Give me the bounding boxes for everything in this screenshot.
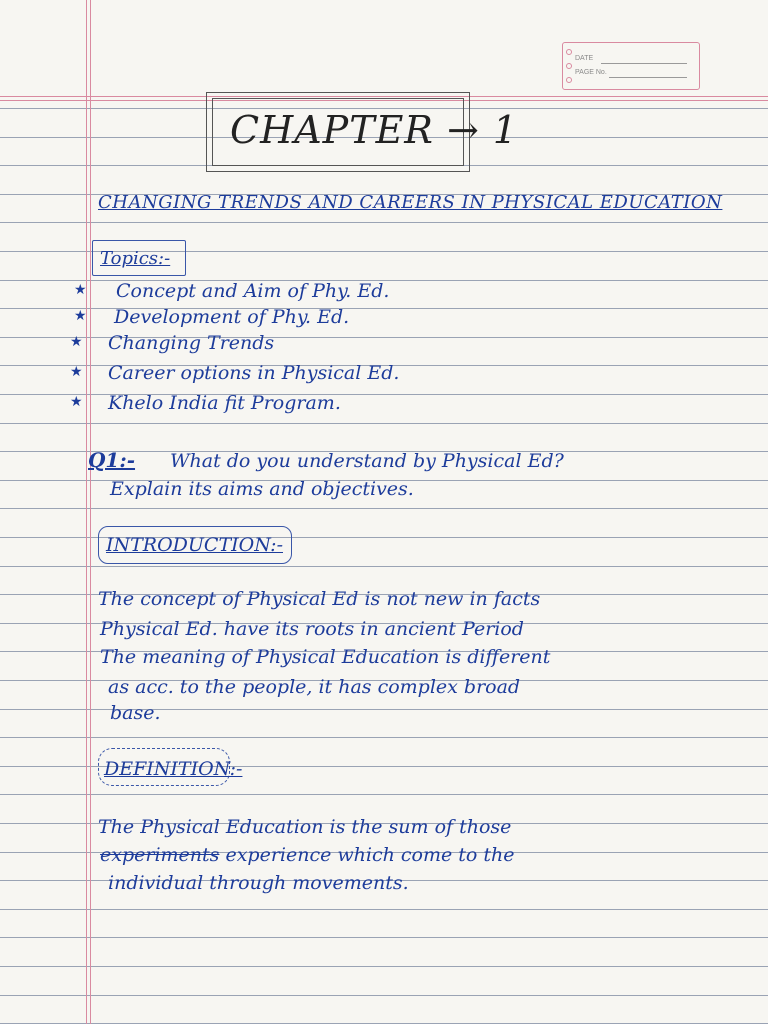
ruled-line xyxy=(0,794,768,795)
ring-hole-icon xyxy=(566,77,572,83)
introduction-heading: INTRODUCTION:- xyxy=(106,534,283,556)
ring-hole-icon xyxy=(566,49,572,55)
ruled-line xyxy=(0,966,768,967)
topic-item: Changing Trends xyxy=(108,332,275,354)
intro-line: base. xyxy=(110,702,161,724)
topic-item: Development of Phy. Ed. xyxy=(114,306,350,328)
left-margin-line-2 xyxy=(90,0,91,1024)
topic-item: Khelo India fit Program. xyxy=(108,392,341,414)
page-underline xyxy=(609,77,687,78)
star-bullet-icon: ★ xyxy=(74,308,87,324)
star-bullet-icon: ★ xyxy=(70,394,83,410)
date-page-box xyxy=(562,42,700,90)
topics-heading: Topics:- xyxy=(100,248,171,269)
definition-line-2 xyxy=(100,844,515,866)
ruled-line xyxy=(0,222,768,223)
star-bullet-icon: ★ xyxy=(70,334,83,350)
ring-hole-icon xyxy=(566,63,572,69)
date-label: DATE xyxy=(575,55,594,62)
topic-item: Career options in Physical Ed. xyxy=(108,362,400,384)
definition-heading: DEFINITION:- xyxy=(104,758,243,780)
definition-line-3: individual through movements. xyxy=(108,872,409,894)
struck-word: experiments xyxy=(100,844,220,866)
page-no-label: PAGE No. xyxy=(575,69,607,76)
star-bullet-icon: ★ xyxy=(70,364,83,380)
star-bullet-icon: ★ xyxy=(74,282,87,298)
date-underline xyxy=(601,63,687,64)
ruled-line xyxy=(0,737,768,738)
chapter-title: CHAPTER → 1 xyxy=(230,108,519,152)
ruled-line xyxy=(0,937,768,938)
left-margin-line xyxy=(86,0,87,1024)
ruled-line xyxy=(0,909,768,910)
intro-line: Physical Ed. have its roots in ancient Period xyxy=(100,618,524,640)
definition-line-1: The Physical Education is the sum of those xyxy=(98,816,512,838)
question-label: Q1:- xyxy=(88,448,136,472)
ruled-line xyxy=(0,566,768,567)
definition-line-2-text: experience which come to the xyxy=(225,844,515,866)
intro-line: The meaning of Physical Education is different xyxy=(100,646,551,668)
ruled-line xyxy=(0,423,768,424)
topic-item: Concept and Aim of Phy. Ed. xyxy=(116,280,390,302)
ruled-line xyxy=(0,995,768,996)
page-title: CHANGING TRENDS AND CAREERS IN PHYSICAL EDUCATION xyxy=(98,192,723,213)
intro-line: The concept of Physical Ed is not new in facts xyxy=(98,588,541,610)
ruled-line xyxy=(0,508,768,509)
question-line-1: What do you understand by Physical Ed? xyxy=(170,450,564,472)
question-line-2: Explain its aims and objectives. xyxy=(110,478,414,500)
intro-line: as acc. to the people, it has complex broad xyxy=(108,676,521,698)
